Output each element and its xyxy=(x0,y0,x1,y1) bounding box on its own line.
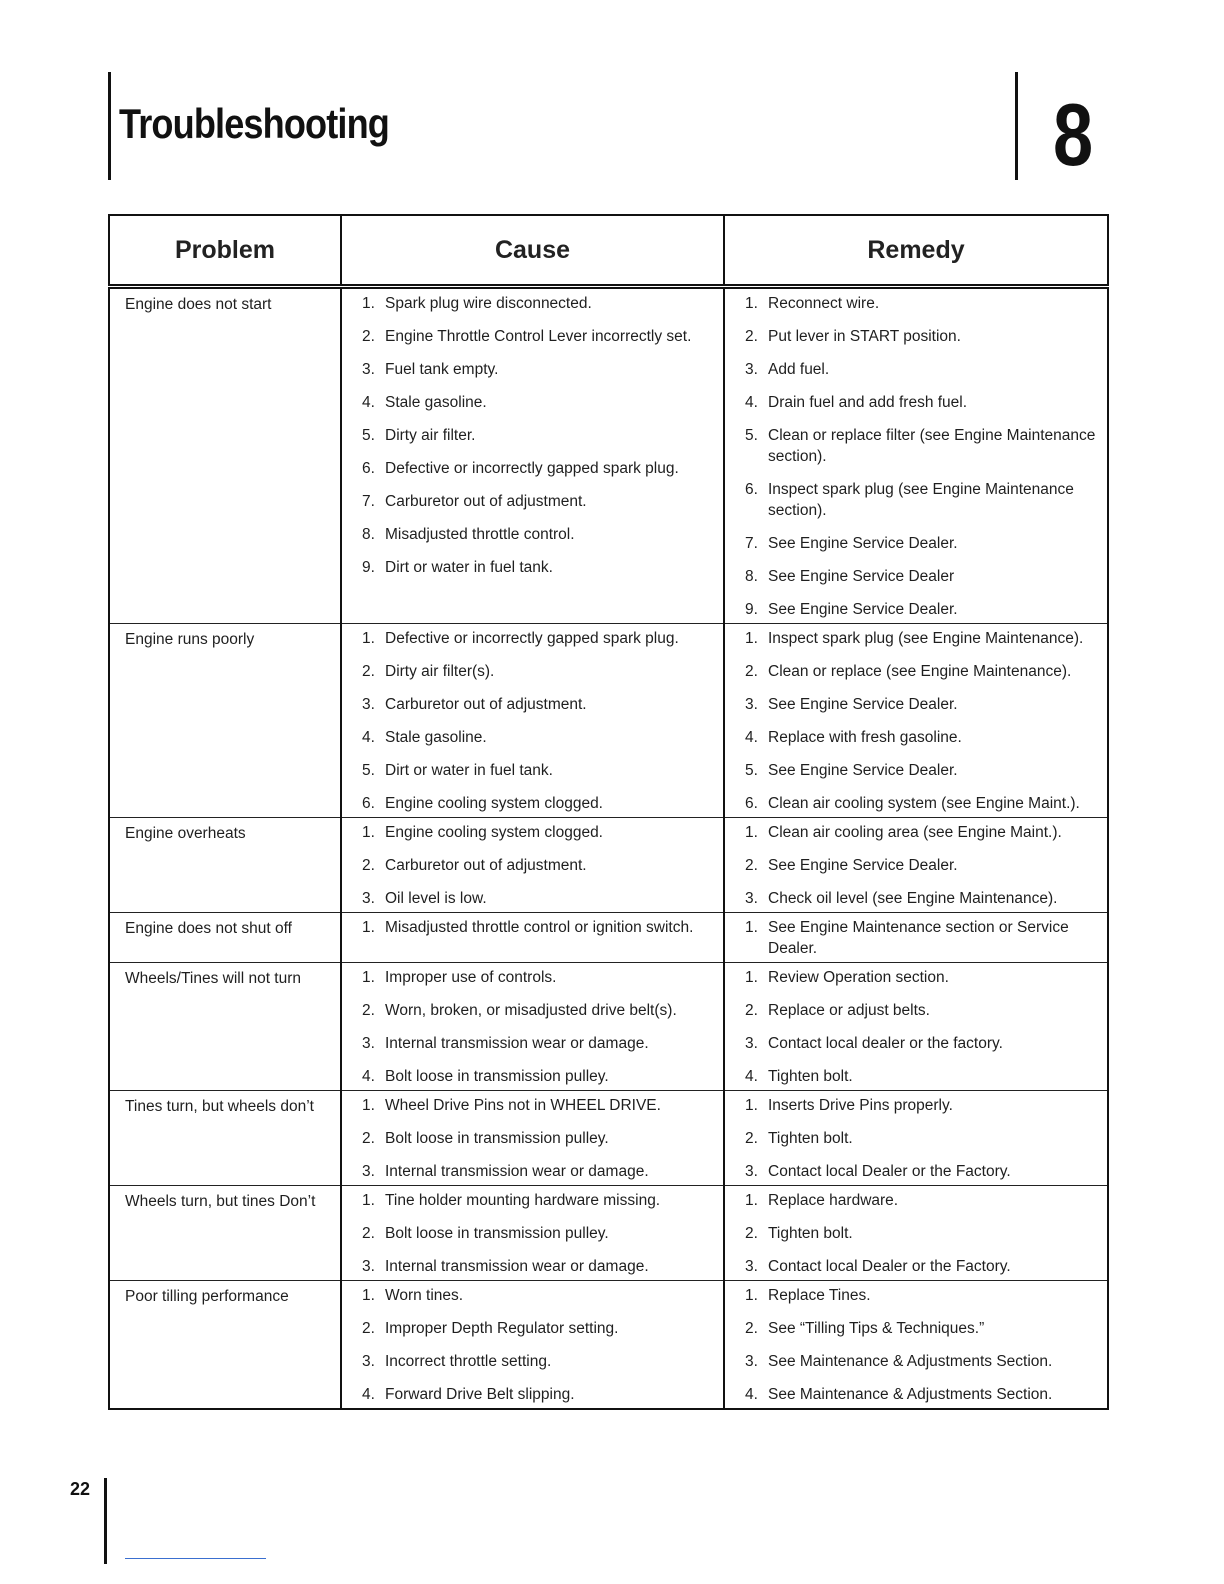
remedy-item xyxy=(725,793,1099,814)
remedy-cell xyxy=(724,913,1108,963)
cause-item-text: Improper use of controls. xyxy=(385,969,557,986)
table-row xyxy=(109,1091,1108,1186)
problem-cell: Tines turn, but wheels don’t xyxy=(109,1091,341,1186)
cause-item xyxy=(342,1161,715,1182)
cause-item-text: Carburetor out of adjustment. xyxy=(385,857,587,874)
cause-item-text: Defective or incorrectly gapped spark plug. xyxy=(385,630,679,647)
column-header-cause: Cause xyxy=(341,215,724,287)
remedy-cell xyxy=(724,1186,1108,1281)
remedy-item-text: Contact local Dealer or the Factory. xyxy=(768,1163,1011,1180)
remedy-item xyxy=(725,293,1099,314)
cause-cell xyxy=(341,624,724,818)
remedy-item-text: Add fuel. xyxy=(768,361,830,378)
cause-item xyxy=(342,326,715,347)
cause-item-number: 4. xyxy=(362,394,375,411)
cause-item xyxy=(342,392,715,413)
table-row xyxy=(109,818,1108,913)
remedy-cell xyxy=(724,818,1108,913)
cause-item xyxy=(342,293,715,314)
footer-divider xyxy=(104,1478,107,1564)
cause-item-number: 3. xyxy=(362,1258,375,1275)
cause-item-text: Misadjusted throttle control. xyxy=(385,526,575,543)
remedy-item-text: Check oil level (see Engine Maintenance). xyxy=(768,890,1058,907)
cause-item-number: 3. xyxy=(362,890,375,907)
remedy-item xyxy=(725,628,1099,649)
cause-item-text: Engine Throttle Control Lever incorrectly set. xyxy=(385,328,692,345)
remedy-item-number: 4. xyxy=(745,729,758,746)
remedy-item-number: 1. xyxy=(745,1192,758,1209)
remedy-item-text: See Maintenance & Adjustments Section. xyxy=(768,1386,1053,1403)
remedy-item xyxy=(725,425,1099,467)
cause-item-text: Internal transmission wear or damage. xyxy=(385,1035,649,1052)
cause-item-number: 3. xyxy=(362,1163,375,1180)
cause-item-number: 2. xyxy=(362,857,375,874)
remedy-item-text: See Engine Service Dealer. xyxy=(768,696,958,713)
cause-item xyxy=(342,458,715,479)
remedy-item-number: 1. xyxy=(745,630,758,647)
remedy-item xyxy=(725,694,1099,715)
cause-item xyxy=(342,359,715,380)
remedy-item-number: 2. xyxy=(745,663,758,680)
cause-item-text: Engine cooling system clogged. xyxy=(385,824,603,841)
remedy-item-text: Inspect spark plug (see Engine Maintenance). xyxy=(768,630,1084,647)
cause-item xyxy=(342,1318,715,1339)
cause-item-text: Forward Drive Belt slipping. xyxy=(385,1386,575,1403)
cause-item-number: 6. xyxy=(362,795,375,812)
remedy-cell xyxy=(724,963,1108,1091)
cause-item-number: 3. xyxy=(362,361,375,378)
remedy-item xyxy=(725,533,1099,554)
remedy-item-text: See Engine Service Dealer xyxy=(768,568,955,585)
cause-item xyxy=(342,855,715,876)
cause-item-text: Stale gasoline. xyxy=(385,729,487,746)
cause-item-number: 2. xyxy=(362,1002,375,1019)
cause-item-number: 2. xyxy=(362,1225,375,1242)
cause-item xyxy=(342,694,715,715)
cause-item-text: Oil level is low. xyxy=(385,890,487,907)
cause-item-text: Dirt or water in fuel tank. xyxy=(385,559,553,576)
problem-cell: Engine overheats xyxy=(109,818,341,913)
remedy-item xyxy=(725,917,1099,959)
remedy-item-number: 2. xyxy=(745,1002,758,1019)
remedy-item-text: Clean or replace filter (see Engine Maintenance section). xyxy=(768,427,1096,465)
remedy-item-number: 5. xyxy=(745,762,758,779)
remedy-item-number: 3. xyxy=(745,1258,758,1275)
title-divider-right xyxy=(1015,72,1018,180)
remedy-item xyxy=(725,392,1099,413)
cause-item-text: Stale gasoline. xyxy=(385,394,487,411)
table-row xyxy=(109,1186,1108,1281)
remedy-item-text: Clean air cooling area (see Engine Maint.). xyxy=(768,824,1062,841)
cause-item-text: Bolt loose in transmission pulley. xyxy=(385,1130,609,1147)
remedy-item-number: 3. xyxy=(745,1163,758,1180)
remedy-item xyxy=(725,1095,1099,1116)
cause-item xyxy=(342,1095,715,1116)
cause-item-number: 4. xyxy=(362,1068,375,1085)
remedy-cell xyxy=(724,287,1108,624)
table-row xyxy=(109,1281,1108,1410)
remedy-cell xyxy=(724,1281,1108,1410)
cause-item-text: Fuel tank empty. xyxy=(385,361,499,378)
remedy-item xyxy=(725,1161,1099,1182)
cause-item-number: 8. xyxy=(362,526,375,543)
remedy-item-number: 3. xyxy=(745,1035,758,1052)
remedy-item xyxy=(725,1000,1099,1021)
cause-item-number: 7. xyxy=(362,493,375,510)
remedy-item-text: See Engine Service Dealer. xyxy=(768,762,958,779)
remedy-item-text: See Engine Service Dealer. xyxy=(768,535,958,552)
remedy-item-text: Tighten bolt. xyxy=(768,1225,853,1242)
remedy-item-number: 1. xyxy=(745,919,758,936)
table-row xyxy=(109,624,1108,818)
cause-cell xyxy=(341,913,724,963)
cause-item-number: 4. xyxy=(362,1386,375,1403)
remedy-item-text: Replace with fresh gasoline. xyxy=(768,729,962,746)
cause-item-number: 2. xyxy=(362,1320,375,1337)
cause-item-text: Dirty air filter. xyxy=(385,427,476,444)
problem-cell: Wheels/Tines will not turn xyxy=(109,963,341,1091)
cause-cell xyxy=(341,818,724,913)
remedy-item-text: See Engine Service Dealer. xyxy=(768,857,958,874)
remedy-item xyxy=(725,1066,1099,1087)
remedy-item-number: 2. xyxy=(745,857,758,874)
table-row xyxy=(109,963,1108,1091)
table-body xyxy=(109,287,1108,1410)
column-header-problem: Problem xyxy=(109,215,341,287)
remedy-item xyxy=(725,566,1099,587)
cause-item xyxy=(342,661,715,682)
remedy-item xyxy=(725,760,1099,781)
remedy-item xyxy=(725,822,1099,843)
remedy-item-number: 1. xyxy=(745,824,758,841)
remedy-item-number: 6. xyxy=(745,481,758,498)
cause-item-number: 2. xyxy=(362,328,375,345)
cause-item xyxy=(342,1256,715,1277)
cause-cell xyxy=(341,1091,724,1186)
cause-item-text: Carburetor out of adjustment. xyxy=(385,493,587,510)
remedy-item-text: Contact local dealer or the factory. xyxy=(768,1035,1003,1052)
cause-item xyxy=(342,1000,715,1021)
cause-item-text: Dirty air filter(s). xyxy=(385,663,495,680)
cause-item-number: 3. xyxy=(362,1035,375,1052)
cause-item-number: 1. xyxy=(362,1287,375,1304)
cause-item-text: Carburetor out of adjustment. xyxy=(385,696,587,713)
remedy-item-number: 1. xyxy=(745,1097,758,1114)
remedy-item-number: 1. xyxy=(745,295,758,312)
cause-item-number: 1. xyxy=(362,1192,375,1209)
remedy-item-text: Put lever in START position. xyxy=(768,328,961,345)
remedy-item-text: Drain fuel and add fresh fuel. xyxy=(768,394,968,411)
cause-item-number: 1. xyxy=(362,919,375,936)
remedy-item-number: 4. xyxy=(745,1068,758,1085)
cause-item xyxy=(342,628,715,649)
remedy-item-text: Contact local Dealer or the Factory. xyxy=(768,1258,1011,1275)
cause-item xyxy=(342,524,715,545)
cause-item-text: Worn, broken, or misadjusted drive belt(s). xyxy=(385,1002,677,1019)
remedy-item-text: Inspect spark plug (see Engine Maintenance section). xyxy=(768,481,1074,519)
remedy-item xyxy=(725,727,1099,748)
remedy-item-number: 3. xyxy=(745,890,758,907)
page-title: Troubleshooting xyxy=(119,100,390,147)
remedy-item-number: 3. xyxy=(745,361,758,378)
cause-item-text: Bolt loose in transmission pulley. xyxy=(385,1225,609,1242)
remedy-item-text: Replace Tines. xyxy=(768,1287,871,1304)
cause-item-text: Worn tines. xyxy=(385,1287,464,1304)
remedy-item xyxy=(725,479,1099,521)
cause-item xyxy=(342,425,715,446)
cause-item xyxy=(342,822,715,843)
cause-item xyxy=(342,491,715,512)
cause-item xyxy=(342,888,715,909)
problem-cell: Poor tilling performance xyxy=(109,1281,341,1410)
remedy-item-number: 3. xyxy=(745,1353,758,1370)
cause-item xyxy=(342,1223,715,1244)
cause-item-text: Improper Depth Regulator setting. xyxy=(385,1320,619,1337)
table-header-row xyxy=(109,215,1108,287)
remedy-item-text: Tighten bolt. xyxy=(768,1068,853,1085)
remedy-item-number: 4. xyxy=(745,1386,758,1403)
cause-item-number: 1. xyxy=(362,969,375,986)
cause-item-text: Tine holder mounting hardware missing. xyxy=(385,1192,661,1209)
remedy-item-number: 7. xyxy=(745,535,758,552)
cause-item-number: 2. xyxy=(362,663,375,680)
table-row xyxy=(109,913,1108,963)
remedy-item-number: 2. xyxy=(745,1130,758,1147)
cause-item-text: Bolt loose in transmission pulley. xyxy=(385,1068,609,1085)
remedy-item xyxy=(725,326,1099,347)
remedy-item xyxy=(725,1033,1099,1054)
remedy-item-number: 3. xyxy=(745,696,758,713)
remedy-item-text: Reconnect wire. xyxy=(768,295,880,312)
cause-item-number: 9. xyxy=(362,559,375,576)
remedy-item-number: 2. xyxy=(745,1225,758,1242)
cause-cell xyxy=(341,1281,724,1410)
cause-item-text: Dirt or water in fuel tank. xyxy=(385,762,553,779)
cause-item xyxy=(342,1384,715,1405)
problem-cell: Engine does not shut off xyxy=(109,913,341,963)
cause-item xyxy=(342,1033,715,1054)
remedy-item-number: 1. xyxy=(745,1287,758,1304)
remedy-item xyxy=(725,1128,1099,1149)
remedy-item-text: Review Operation section. xyxy=(768,969,949,986)
problem-cell: Engine runs poorly xyxy=(109,624,341,818)
cause-item xyxy=(342,727,715,748)
cause-item xyxy=(342,1190,715,1211)
cause-item-text: Incorrect throttle setting. xyxy=(385,1353,552,1370)
cause-item-text: Internal transmission wear or damage. xyxy=(385,1258,649,1275)
remedy-item-number: 5. xyxy=(745,427,758,444)
remedy-item-text: Inserts Drive Pins properly. xyxy=(768,1097,953,1114)
remedy-item-number: 2. xyxy=(745,328,758,345)
remedy-item-text: See Engine Maintenance section or Service Dealer. xyxy=(768,919,1069,957)
page-number: 22 xyxy=(70,1479,91,1499)
remedy-item-text: Clean air cooling system (see Engine Maint.). xyxy=(768,795,1080,812)
cause-item-number: 4. xyxy=(362,729,375,746)
cause-item-text: Engine cooling system clogged. xyxy=(385,795,603,812)
troubleshooting-table xyxy=(108,214,1109,1410)
remedy-item-text: Clean or replace (see Engine Maintenance). xyxy=(768,663,1072,680)
cause-item xyxy=(342,1351,715,1372)
remedy-item-text: See Engine Service Dealer. xyxy=(768,601,958,618)
cause-item-number: 1. xyxy=(362,295,375,312)
cause-cell xyxy=(341,287,724,624)
cause-item xyxy=(342,917,715,938)
cause-item xyxy=(342,557,715,578)
remedy-item xyxy=(725,888,1099,909)
remedy-item-number: 8. xyxy=(745,568,758,585)
cause-item-number: 5. xyxy=(362,762,375,779)
remedy-item xyxy=(725,1223,1099,1244)
column-header-remedy: Remedy xyxy=(724,215,1108,287)
cause-item xyxy=(342,1066,715,1087)
remedy-item xyxy=(725,1190,1099,1211)
remedy-item-text: Tighten bolt. xyxy=(768,1130,853,1147)
cause-item-text: Wheel Drive Pins not in WHEEL DRIVE. xyxy=(385,1097,661,1114)
cause-item-text: Spark plug wire disconnected. xyxy=(385,295,592,312)
problem-cell: Wheels turn, but tines Don’t xyxy=(109,1186,341,1281)
table-row xyxy=(109,287,1108,624)
cause-item-number: 1. xyxy=(362,824,375,841)
remedy-item-number: 1. xyxy=(745,969,758,986)
cause-item-number: 3. xyxy=(362,1353,375,1370)
problem-cell: Engine does not start xyxy=(109,287,341,624)
remedy-item-number: 2. xyxy=(745,1320,758,1337)
remedy-item-number: 9. xyxy=(745,601,758,618)
cause-item xyxy=(342,1285,715,1306)
remedy-item xyxy=(725,661,1099,682)
remedy-item xyxy=(725,1351,1099,1372)
remedy-item xyxy=(725,599,1099,620)
cause-item-number: 1. xyxy=(362,1097,375,1114)
cause-item-text: Misadjusted throttle control or ignition switch. xyxy=(385,919,694,936)
remedy-item xyxy=(725,359,1099,380)
cause-item-number: 6. xyxy=(362,460,375,477)
cause-cell xyxy=(341,1186,724,1281)
cause-cell xyxy=(341,963,724,1091)
cause-item-number: 2. xyxy=(362,1130,375,1147)
remedy-item-text: See Maintenance & Adjustments Section. xyxy=(768,1353,1053,1370)
remedy-item-text: Replace hardware. xyxy=(768,1192,899,1209)
footer-rule xyxy=(125,1558,266,1559)
remedy-item xyxy=(725,967,1099,988)
remedy-item-number: 4. xyxy=(745,394,758,411)
cause-item xyxy=(342,1128,715,1149)
remedy-item xyxy=(725,1384,1099,1405)
chapter-number: 8 xyxy=(1053,85,1094,184)
remedy-item-number: 6. xyxy=(745,795,758,812)
cause-item-number: 3. xyxy=(362,696,375,713)
cause-item-text: Defective or incorrectly gapped spark plug. xyxy=(385,460,679,477)
title-divider-left xyxy=(108,72,111,180)
remedy-item xyxy=(725,1318,1099,1339)
remedy-item xyxy=(725,1285,1099,1306)
cause-item-number: 1. xyxy=(362,630,375,647)
remedy-item xyxy=(725,855,1099,876)
remedy-item-text: Replace or adjust belts. xyxy=(768,1002,930,1019)
remedy-cell xyxy=(724,624,1108,818)
cause-item xyxy=(342,967,715,988)
cause-item-text: Internal transmission wear or damage. xyxy=(385,1163,649,1180)
remedy-cell xyxy=(724,1091,1108,1186)
remedy-item-text: See “Tilling Tips & Techniques.” xyxy=(768,1320,985,1337)
cause-item xyxy=(342,793,715,814)
cause-item xyxy=(342,760,715,781)
remedy-item xyxy=(725,1256,1099,1277)
cause-item-number: 5. xyxy=(362,427,375,444)
